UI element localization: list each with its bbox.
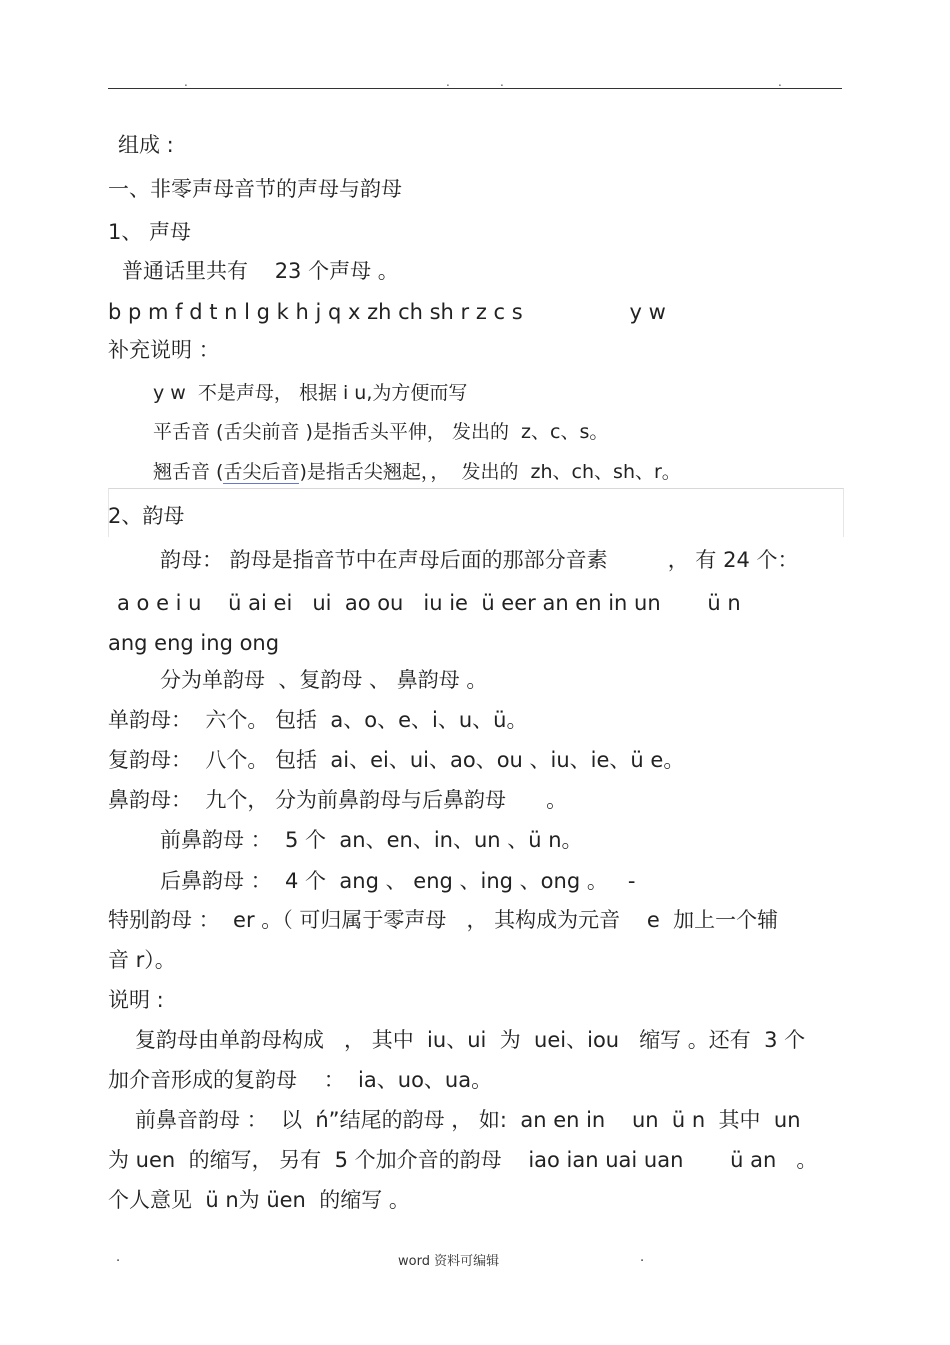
text-run: 翘舌音 ( (153, 461, 224, 483)
paragraph: 韵母： 韵母是指音节中在声母后面的那部分音素 ， 有 24 个： (160, 548, 799, 572)
finals-list: a o e i u ü ai ei ui ao ou iu ie ü eer an en in un ü n (117, 591, 741, 615)
header-dot: . (500, 75, 504, 89)
footer-dot-left: . (116, 1250, 121, 1265)
footer-dot-right: . (640, 1250, 645, 1265)
paragraph: 特别韵母 ： er 。（ 可归属于零声母 ， 其构成为元音 e 加上一个辅 (108, 908, 779, 932)
paragraph: 复韵母： 八个。 包括 ai、ei、ui、ao、ou 、iu、ie、ü e。 (108, 748, 685, 772)
text-run: )是指舌尖翘起，， 发出的 zh、ch、sh、r。 (299, 461, 681, 483)
note-line (153, 458, 681, 486)
paragraph: 鼻韵母： 九个， 分为前鼻韵母与后鼻韵母 。 (108, 788, 568, 812)
paragraph: 个人意见 ü n为 üen 的缩写 。 (108, 1188, 410, 1212)
paragraph: 后鼻韵母 ： 4 个 ang 、 eng 、ing 、ong 。 - (160, 869, 636, 893)
section-heading: 一、非零声母音节的声母与韵母 (108, 177, 402, 201)
section-box (108, 488, 844, 537)
paragraph: 补充说明 ： (108, 338, 220, 362)
paragraph: 音 r）。 (108, 948, 176, 972)
finals-list: ang eng ing ong (108, 631, 280, 655)
header-dot: . (184, 75, 188, 89)
note-line: y w 不是声母， 根据 i u,为方便而写 (153, 382, 468, 404)
header-rule (108, 88, 842, 89)
link-retroflex[interactable]: 舌尖后音 (223, 461, 300, 483)
paragraph: 说明 : (108, 988, 164, 1012)
section-heading-composition: 组成 : (118, 133, 174, 157)
subsection-heading: 2、韵母 (108, 504, 185, 528)
initials-list: b p m f d t n l g k h j q x zh ch sh r z c s y w (108, 300, 666, 324)
footer-text: word 资料可编辑 (398, 1254, 500, 1269)
paragraph: 单韵母： 六个。 包括 a、o、e、i、u、ü。 (108, 708, 528, 732)
subsection-heading: 1、 声母 (108, 220, 192, 244)
paragraph: 加介音形成的复韵母 ： ia、uo、ua。 (108, 1068, 493, 1092)
header-dot: . (446, 75, 450, 89)
paragraph: 前鼻音韵母 ： 以 ń”结尾的韵母 ， 如: an en in un ü n 其中 un (135, 1108, 801, 1132)
header-dot: . (778, 75, 782, 89)
paragraph: 为 uen 的缩写， 另有 5 个加介音的韵母 iao ian uai uan ü an 。 (108, 1148, 818, 1172)
note-line: 平舌音 (舌尖前音 )是指舌头平伸， 发出的 z、c、s。 (153, 421, 609, 443)
paragraph: 前鼻韵母 ： 5 个 an、en、in、un 、ü n。 (160, 828, 583, 852)
paragraph: 普通话里共有 23 个声母 。 (122, 259, 399, 283)
paragraph: 复韵母由单韵母构成 ， 其中 iu、ui 为 uei、iou 缩写 。还有 3 个 (135, 1028, 806, 1052)
paragraph: 分为单韵母 、复韵母 、 鼻韵母 。 (160, 668, 488, 692)
